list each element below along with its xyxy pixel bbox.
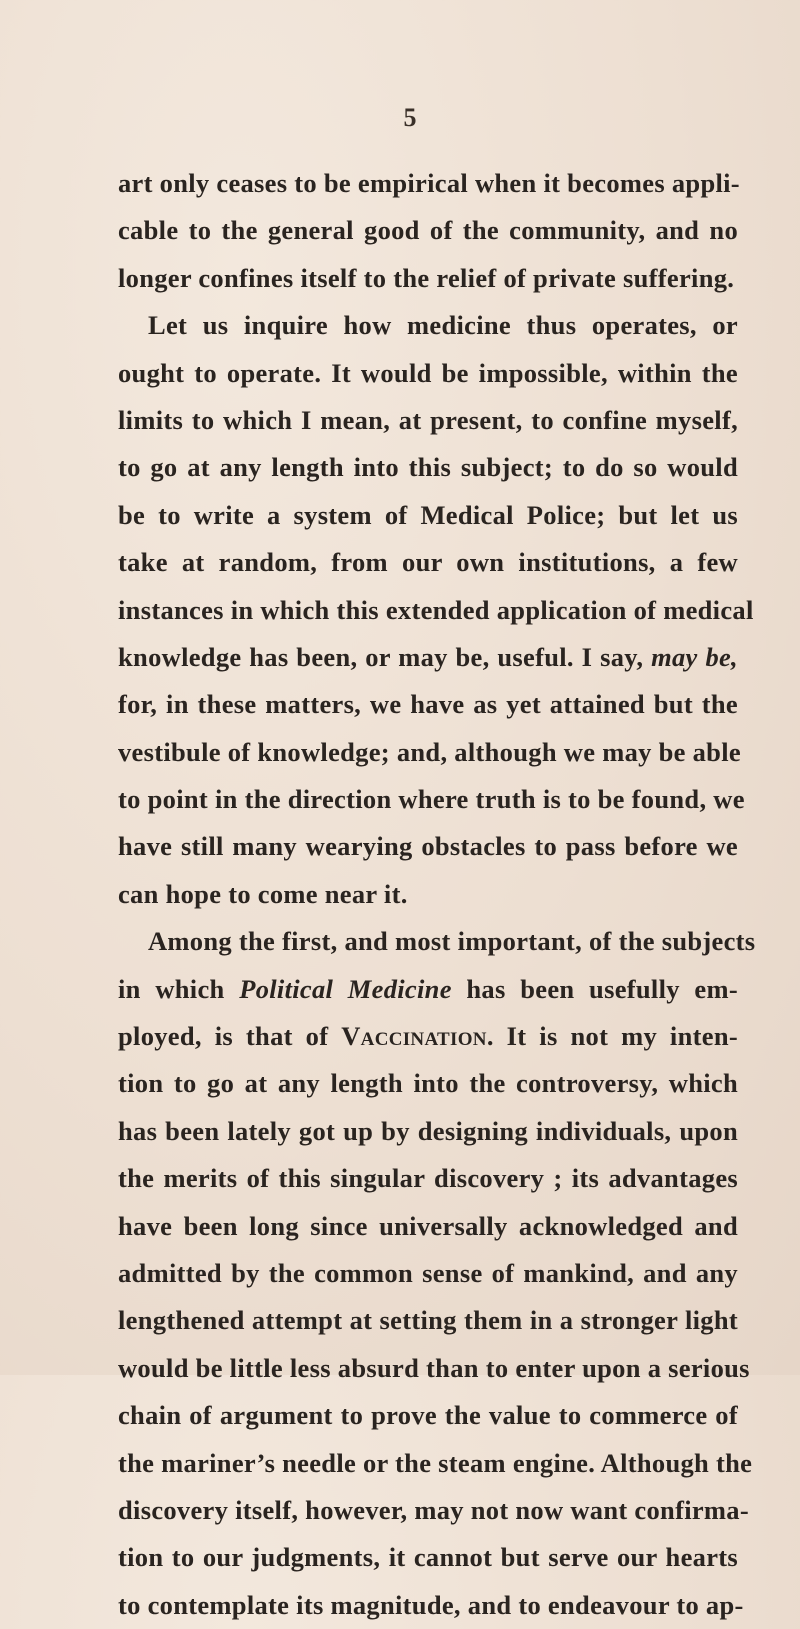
- paragraph-start-line: Among the first, and most important, of the subjects: [148, 926, 756, 957]
- text-line: limits to which I mean, at present, to confine myself,: [118, 404, 738, 435]
- body-text: [118, 160, 756, 1629]
- text-line: discovery itself, however, may not now want confirma-: [118, 1494, 749, 1525]
- text-line: instances in which this extended application of medical: [118, 594, 754, 625]
- text-line: take at random, from our own institutions, a few: [118, 547, 738, 578]
- text-line: longer confines itself to the relief of private suffering.: [118, 262, 735, 293]
- text-line: in which Political Medicine has been usefully em-: [118, 973, 738, 1004]
- text-line: ployed, is that of Vaccination. It is not my inten-: [118, 1021, 738, 1052]
- page-number: 5: [403, 103, 417, 132]
- text-line: knowledge has been, or may be, useful. I say, may be,: [118, 641, 738, 672]
- text-line: to point in the direction where truth is to be found, we: [118, 784, 745, 815]
- text-line: to contemplate its magnitude, and to endeavour to ap-: [118, 1589, 744, 1620]
- text-line: the merits of this singular discovery ; its advantages: [118, 1163, 738, 1194]
- italic-emphasis: may be,: [651, 641, 738, 672]
- paragraph-start-line: Let us inquire how medicine thus operates, or: [148, 310, 738, 341]
- text-line: to go at any length into this subject; to do so would: [118, 452, 738, 483]
- text-line: the mariner’s needle or the steam engine. Although the: [118, 1447, 753, 1478]
- text-line: lengthened attempt at setting them in a stronger light: [118, 1305, 738, 1336]
- text-line: cable to the general good of the community, and no: [118, 215, 738, 246]
- text-line: can hope to come near it.: [118, 878, 408, 909]
- text-line: art only ceases to be empirical when it becomes appli-: [118, 168, 740, 198]
- text-line: have been long since universally acknowledged and: [118, 1210, 738, 1241]
- small-caps-emphasis: Vaccination.: [341, 1021, 494, 1052]
- text-line: tion to go at any length into the controversy, which: [118, 1068, 738, 1099]
- text-line: has been lately got up by designing individuals, upon: [118, 1115, 738, 1146]
- text-line: vestibule of knowledge; and, although we may be able: [118, 736, 741, 767]
- text-line: would be little less absurd than to enter upon a serious: [118, 1352, 750, 1383]
- text-line: have still many wearying obstacles to pass before we: [118, 831, 738, 862]
- text-line: ought to operate. It would be impossible, within the: [118, 357, 738, 388]
- text-line: admitted by the common sense of mankind, and any: [118, 1257, 738, 1288]
- text-line: for, in these matters, we have as yet attained but the: [118, 689, 738, 720]
- italic-emphasis: Political Medicine: [239, 973, 452, 1004]
- text-line: chain of argument to prove the value to commerce of: [118, 1400, 738, 1431]
- text-line: tion to our judgments, it cannot but serve our hearts: [118, 1542, 738, 1573]
- text-line: be to write a system of Medical Police; but let us: [118, 499, 738, 530]
